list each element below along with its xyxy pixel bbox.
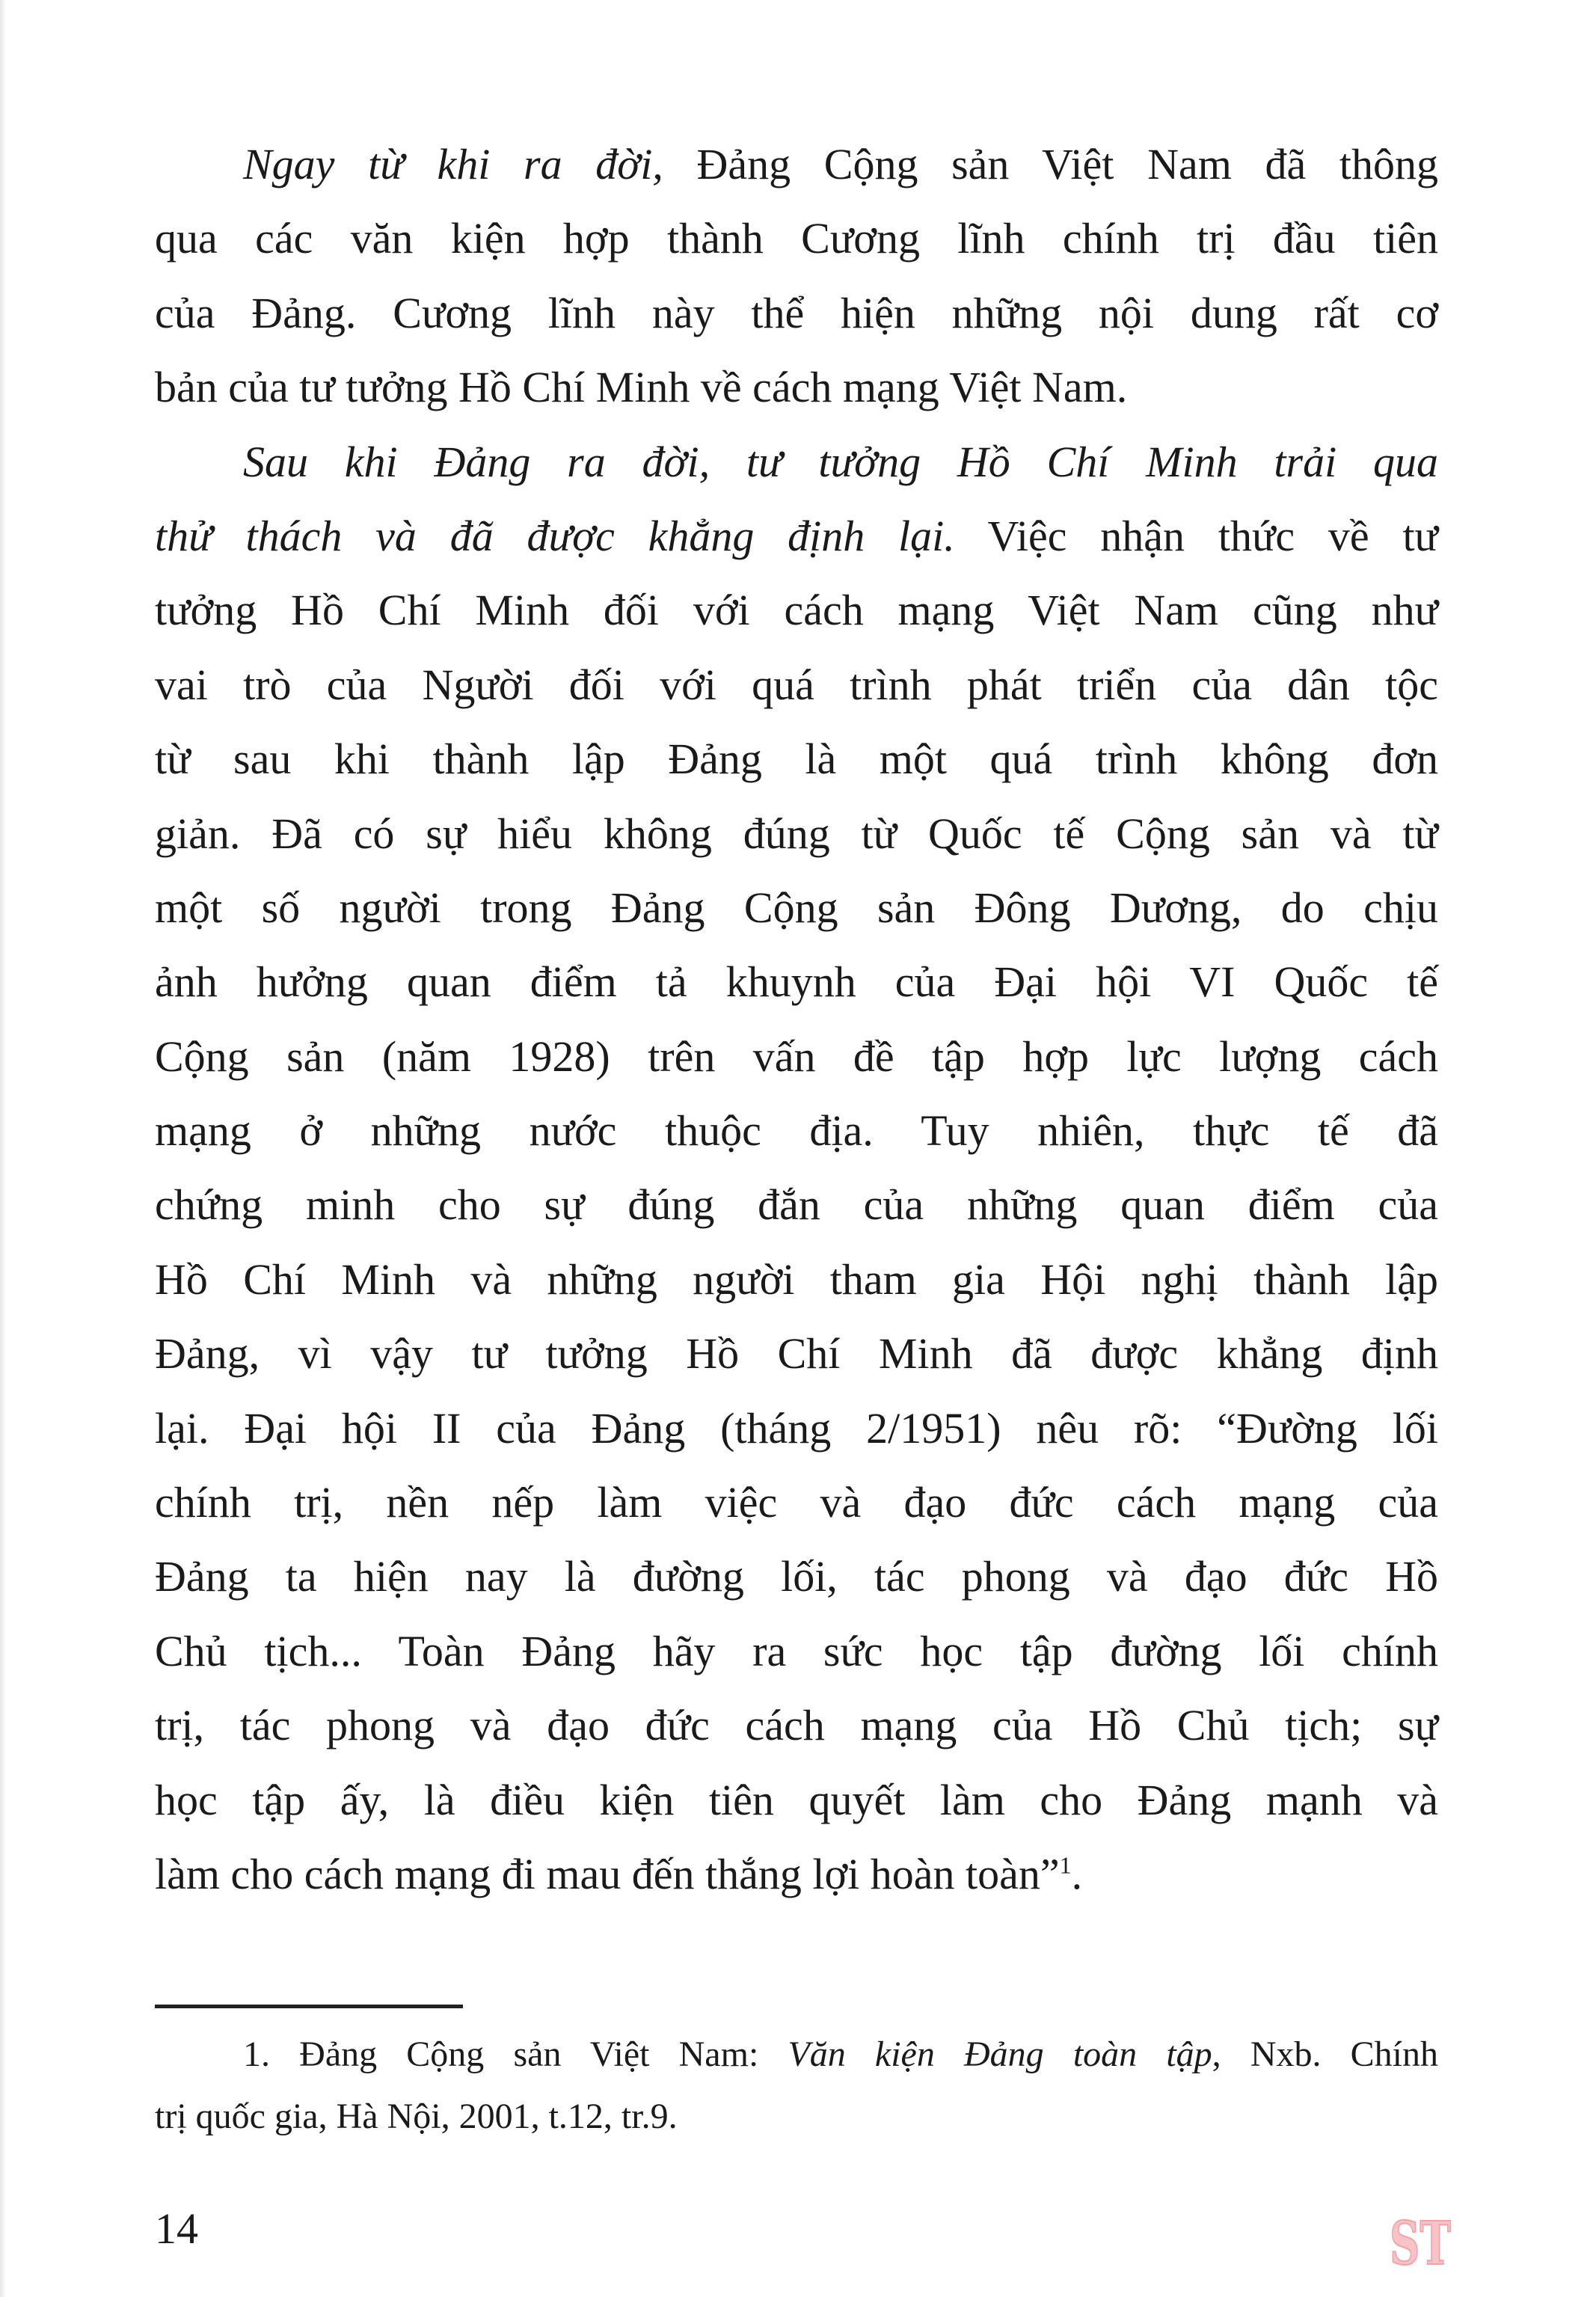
text-line xyxy=(155,1614,1438,1688)
text-line xyxy=(155,1168,1438,1242)
text-segment: Đảng ta hiện nay là đường lối, tác phong và đạo đức Hồ xyxy=(155,1552,1438,1601)
text-line xyxy=(155,1242,1438,1316)
footnote-line xyxy=(155,2085,1438,2147)
text-segment: từ sau khi thành lập Đảng là một quá trình không đơn xyxy=(155,735,1438,784)
text-line xyxy=(155,722,1438,796)
footnote-marker: 1 xyxy=(1059,1852,1072,1879)
text-line xyxy=(155,350,1438,424)
text-segment: học tập ấy, là điều kiện tiên quyết làm cho Đảng mạnh và xyxy=(155,1775,1438,1824)
text-segment: vai trò của Người đối với quá trình phát triển của dân tộc xyxy=(155,660,1438,709)
text-segment: giản. Đã có sự hiểu không đúng từ Quốc tế Cộng sản và từ xyxy=(155,809,1438,858)
text-segment: , Nxb. Chính xyxy=(1212,2034,1438,2074)
text-line xyxy=(155,425,1438,499)
text-line xyxy=(155,1094,1438,1168)
text-line xyxy=(155,1539,1438,1613)
text-segment: trị, tác phong và đạo đức cách mạng của Hồ Chủ tịch; sự xyxy=(155,1701,1438,1750)
italic-text: Văn kiện Đảng toàn tập xyxy=(788,2034,1212,2074)
text-line xyxy=(155,648,1438,722)
text-line xyxy=(155,1316,1438,1390)
page-edge xyxy=(0,0,6,2297)
text-line xyxy=(155,1688,1438,1762)
body-text xyxy=(155,127,1438,1911)
text-line xyxy=(155,1465,1438,1539)
publisher-logo xyxy=(1387,2195,1453,2278)
footnote xyxy=(155,2023,1438,2147)
text-line xyxy=(155,127,1438,201)
text-segment: lại. Đại hội II của Đảng (tháng 2/1951) nêu rõ: “Đường lối xyxy=(155,1403,1438,1453)
text-segment: Cộng sản (năm 1928) trên vấn đề tập hợp lực lượng cách xyxy=(155,1031,1438,1081)
italic-text: thử thách và đã được khẳng định lại. xyxy=(155,511,955,560)
text-segment: chứng minh cho sự đúng đắn của những quan điểm của xyxy=(155,1180,1438,1230)
text-line xyxy=(155,1837,1438,1911)
text-segment: Đảng, vì vậy tư tưởng Hồ Chí Minh đã được khẳng định xyxy=(155,1329,1438,1378)
text-line xyxy=(155,201,1438,275)
text-segment: chính trị, nền nếp làm việc và đạo đức cách mạng của xyxy=(155,1478,1438,1527)
text-segment: 1. Đảng Cộng sản Việt Nam: xyxy=(243,2034,788,2074)
text-segment: Hồ Chí Minh và những người tham gia Hội nghị thành lập xyxy=(155,1254,1438,1304)
text-line xyxy=(155,1391,1438,1465)
text-segment: tưởng Hồ Chí Minh đối với cách mạng Việt Nam cũng như xyxy=(155,586,1438,635)
logo-text: ST xyxy=(1390,2208,1451,2278)
text-segment: một số người trong Đảng Cộng sản Đông Dương, do chịu xyxy=(155,883,1438,932)
text-segment: . xyxy=(1071,1849,1083,1898)
text-segment: ảnh hưởng quan điểm tả khuynh của Đại hội VI Quốc tế xyxy=(155,957,1438,1007)
text-line xyxy=(155,871,1438,945)
footnote-divider xyxy=(155,2005,463,2008)
text-line xyxy=(155,1763,1438,1837)
page-number: 14 xyxy=(155,2204,198,2253)
text-segment: mạng ở những nước thuộc địa. Tuy nhiên, thực tế đã xyxy=(155,1106,1438,1156)
text-segment: Việc nhận thức về tư xyxy=(954,511,1438,560)
text-line xyxy=(155,276,1438,350)
italic-text: Ngay từ khi ra đời, xyxy=(243,140,663,188)
text-segment: Chủ tịch... Toàn Đảng hãy ra sức học tập đường lối chính xyxy=(155,1626,1438,1675)
text-segment: trị quốc gia, Hà Nội, 2001, t.12, tr.9. xyxy=(155,2097,678,2136)
text-segment: Đảng Cộng sản Việt Nam đã thông xyxy=(663,140,1438,188)
italic-text: Sau khi Đảng ra đời, tư tưởng Hồ Chí Minh trải qua xyxy=(243,437,1438,486)
text-line xyxy=(155,1019,1438,1094)
text-segment: qua các văn kiện hợp thành Cương lĩnh chính trị đầu tiên xyxy=(155,214,1438,263)
text-line xyxy=(155,945,1438,1019)
text-segment: bản của tư tưởng Hồ Chí Minh về cách mạng Việt Nam. xyxy=(155,363,1128,412)
text-line xyxy=(155,573,1438,647)
footnote-line xyxy=(155,2023,1438,2085)
text-line xyxy=(155,797,1438,871)
text-segment: của Đảng. Cương lĩnh này thể hiện những nội dung rất cơ xyxy=(155,288,1438,337)
text-line xyxy=(155,499,1438,573)
text-segment: làm cho cách mạng đi mau đến thắng lợi hoàn toàn” xyxy=(155,1849,1060,1898)
